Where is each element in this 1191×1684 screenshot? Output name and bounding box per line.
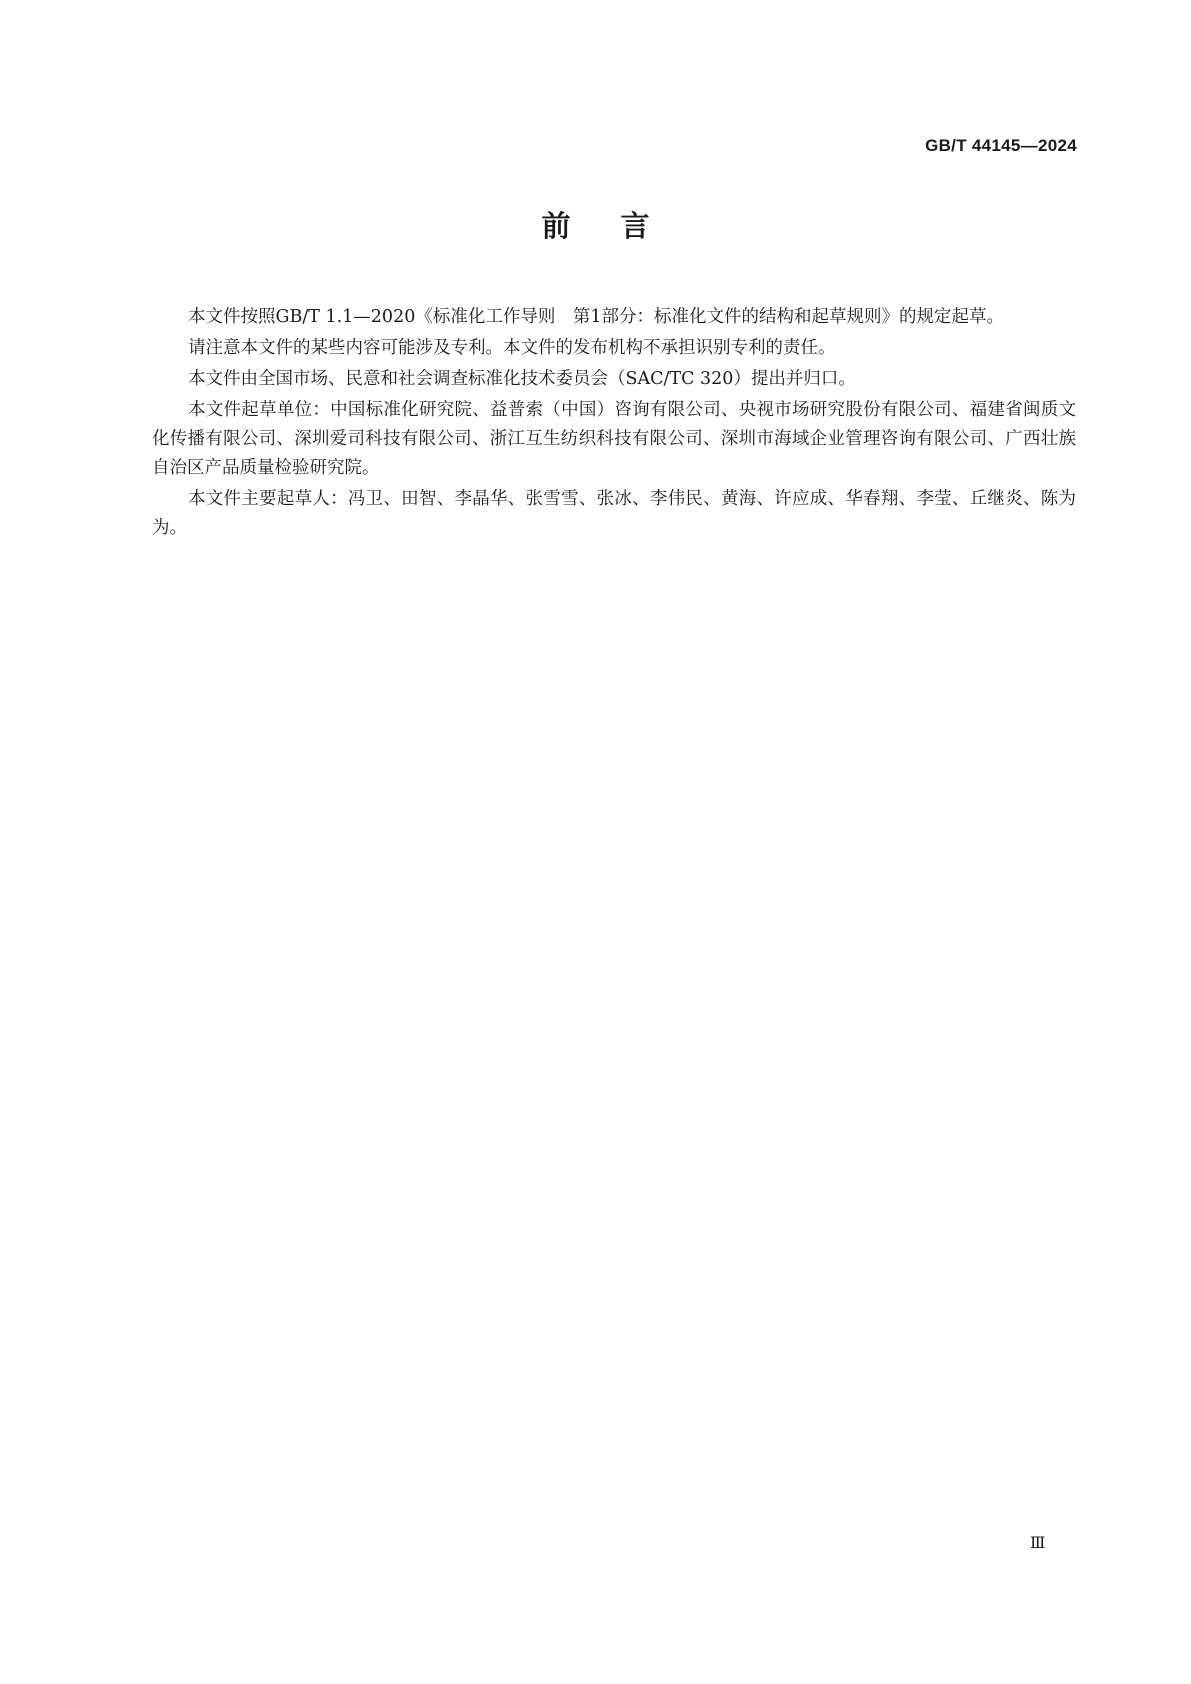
paragraph-proposer: 本文件由全国市场、民意和社会调查标准化技术委员会（SAC/TC 320）提出并归口。 (188, 369, 856, 389)
standard-number: GB/T 44145—2024 (925, 136, 1077, 155)
paragraph-drafting-units: 本文件起草单位：中国标准化研究院、益普索（中国）咨询有限公司、央视市场研究股份有限公司、福建省闽质文化传播有限公司、深圳爱司科技有限公司、浙江互生纺织科技有限公司、深圳市海域企业管理咨询有限公司、广西壮族自治区产品质量检验研究院。 (152, 400, 1076, 478)
paragraph-patent-notice: 请注意本文件的某些内容可能涉及专利。本文件的发布机构不承担识别专利的责任。 (188, 338, 836, 358)
page-number: Ⅲ (1030, 1533, 1046, 1552)
page-title: 前言 (541, 209, 700, 243)
foreword-body (152, 303, 1076, 545)
paragraph-main-drafters: 本文件主要起草人：冯卫、田智、李晶华、张雪雪、张冰、李伟民、黄海、许应成、华春翔、李莹、丘继炎、陈为为。 (152, 489, 1076, 538)
paragraph-drafting-rules: 本文件按照GB/T 1.1—2020《标准化工作导则 第1部分：标准化文件的结构和起草规则》的规定起草。 (188, 307, 1004, 327)
